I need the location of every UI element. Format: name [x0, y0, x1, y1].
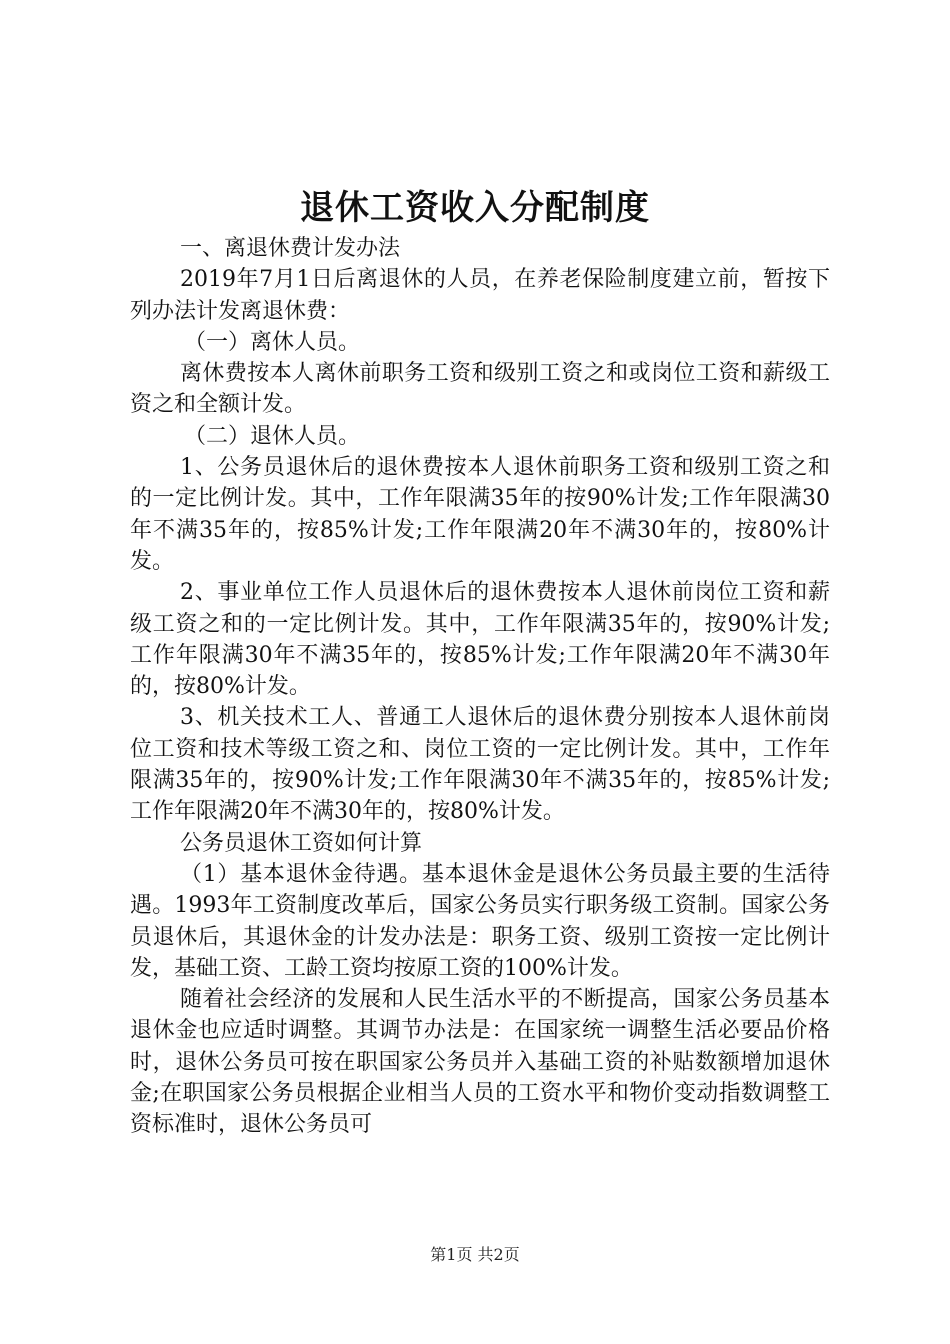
paragraph-civil-servant-rule: 1、公务员退休后的退休费按本人退休前职务工资和级别工资之和的一定比例计发。其中，工作年限满35年的按90%计发;工作年限满30年不满35年的，按85%计发;工作年限满20年不满30年的，按80%计发。	[130, 455, 830, 574]
paragraph-lixiu-pay: 离休费按本人离休前职务工资和级别工资之和或岗位工资和薪级工资之和全额计发。	[130, 361, 830, 418]
paragraph-pension-adjustment: 随着社会经济的发展和人民生活水平的不断提高，国家公务员基本退休金也应适时调整。其调节办法是：在国家统一调整生活必要品价格时，退休公务员可按在职国家公务员并入基础工资的补贴数额增加退休金;在职国家公务员根据企业相当人员的工资水平和物价变动指数调整工资标准时，退休公务员可	[130, 987, 830, 1138]
page-number-footer: 第1页 共2页	[430, 1245, 520, 1264]
document-body	[130, 233, 830, 1141]
paragraph-worker-rule: 3、机关技术工人、普通工人退休后的退休费分别按本人退休前岗位工资和技术等级工资之和、岗位工资的一定比例计发。其中，工作年限满35年的，按90%计发;工作年限满30年不满35年的，按85%计发;工作年限满20年不满30年的，按80%计发。	[130, 705, 830, 825]
paragraph-intro: 2019年7月1日后离退休的人员，在养老保险制度建立前，暂按下列办法计发离退休费：	[130, 267, 830, 324]
document-title: 退休工资收入分配制度	[300, 188, 650, 228]
paragraph-institution-staff-rule: 2、事业单位工作人员退休后的退休费按本人退休前岗位工资和薪级工资之和的一定比例计发。其中，工作年限满35年的，按90%计发;工作年限满30年不满35年的，按85%计发;工作年限满20年不满30年的，按80%计发。	[130, 580, 830, 700]
section-heading-retirement-pay-method: 一、离退休费计发办法	[180, 236, 401, 261]
subheading-lixiu-personnel: （一）离休人员。	[184, 329, 361, 355]
subheading-retired-personnel: （二）退休人员。	[184, 423, 361, 449]
section-heading-civil-servant-calculation: 公务员退休工资如何计算	[180, 830, 423, 856]
paragraph-basic-pension: （1）基本退休金待遇。基本退休金是退休公务员最主要的生活待遇。1993年工资制度改革后，国家公务员实行职务级工资制。国家公务员退休后，其退休金的计发办法是：职务工资、级别工资按一定比例计发，基础工资、工龄工资均按原工资的100%计发。	[130, 861, 830, 981]
